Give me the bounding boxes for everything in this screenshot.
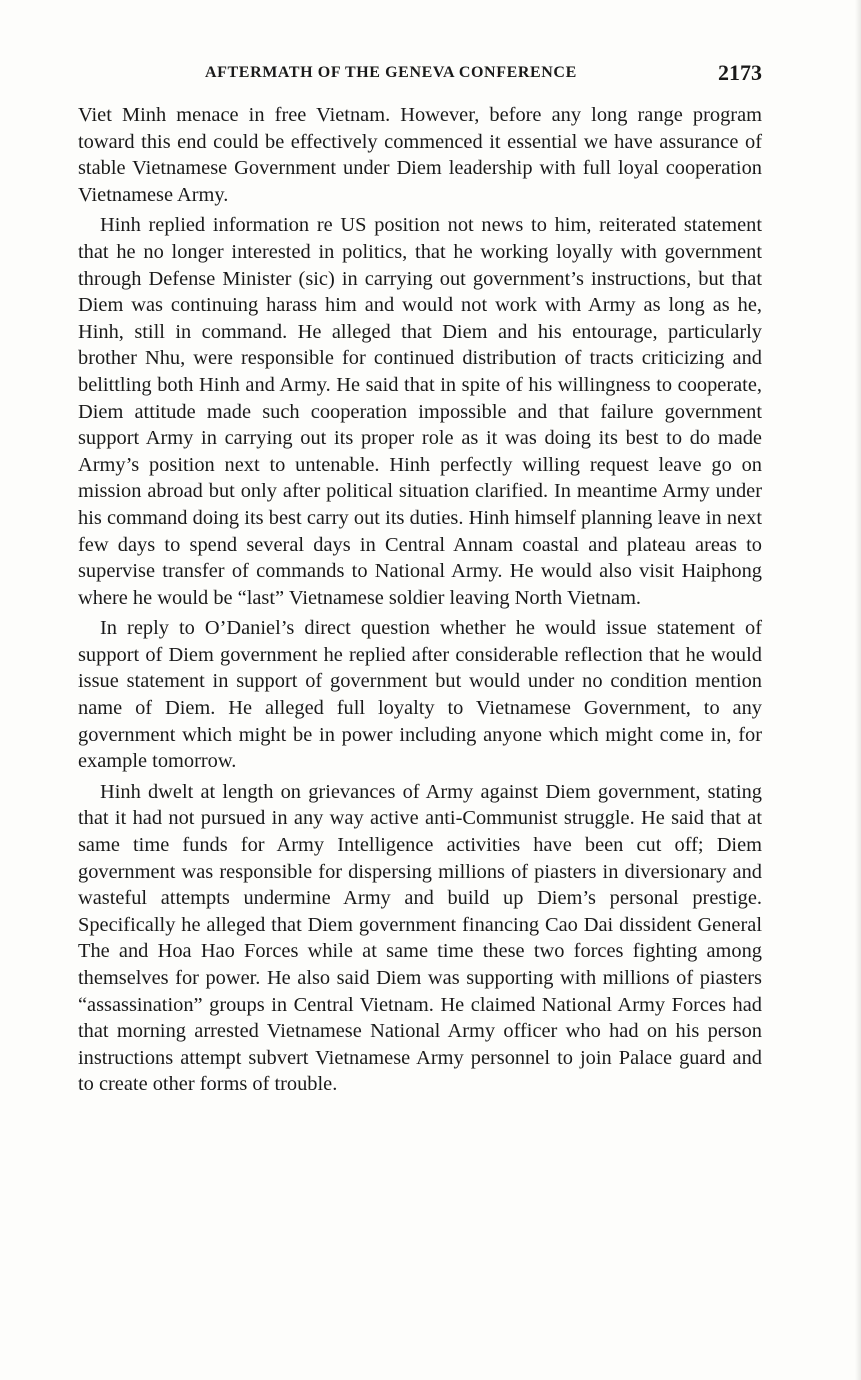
page-edge-shadow: [855, 0, 861, 1380]
paragraph: In reply to O’Daniel’s direct question whether he would issue statement of support of Diem government he replied after considerable reflection that he would issue statement in support of government but would under no condition mention name of Diem. He alleged full loyalty to Vietnamese Government, to any government which might be in power including anyone which might come in, for example tomorrow.: [78, 617, 762, 773]
body-text: [78, 102, 762, 1102]
page-number: 2173: [718, 60, 762, 85]
paragraph: Hinh dwelt at length on grievances of Army against Diem government, stating that it had not pursued in any way active anti-Communist struggle. He said that at same time funds for Army Intelligence activities have been cut off; Diem government was responsible for dispersing millions of piasters in diversionary and wasteful attempts undermine Army and build up Diem’s personal prestige. Specifically he alleged that Diem government financing Cao Dai dissident General The and Hoa Hao Forces while at same time these two forces fighting among themselves for power. He also said Diem was supporting with millions of piasters “assassination” groups in Central Vietnam. He claimed National Army Forces had that morning arrested Vietnamese National Army officer who had on his person instructions attempt subvert Vietnamese Army personnel to join Palace guard and to create other forms of trouble.: [78, 780, 762, 1096]
paragraph: Hinh replied information re US position not news to him, reiterated statement that he no longer interested in politics, that he working loyally with government through Defense Minister (sic) in carrying out government’s instructions, but that Diem was continuing harass him and would not work with Army as long as he, Hinh, still in command. He alleged that Diem and his entourage, particularly brother Nhu, were responsible for continued distribution of tracts criticizing and belittling both Hinh and Army. He said that in spite of his willingness to cooperate, Diem attitude made such cooperation impossible and that failure government support Army in carrying out its proper role as it was doing its best to do made Army’s position next to untenable. Hinh perfectly willing request leave go on mission abroad but only after political situation clarified. In meantime Army under his command doing its best carry out its duties. Hinh himself planning leave in next few days to spend several days in Central Annam coastal and plateau areas to supervise transfer of commands to National Army. He would also visit Haiphong where he would be “last” Vietnamese soldier leaving North Vietnam.: [78, 214, 762, 609]
paragraph-continued: Viet Minh menace in free Vietnam. However, before any long range program toward this end could be effectively commenced it essential we have assurance of stable Vietnamese Government under Diem leadership with full loyal cooperation Vietnamese Army.: [78, 104, 762, 206]
page-header: [78, 60, 762, 90]
running-head: AFTERMATH OF THE GENEVA CONFERENCE: [205, 64, 577, 81]
